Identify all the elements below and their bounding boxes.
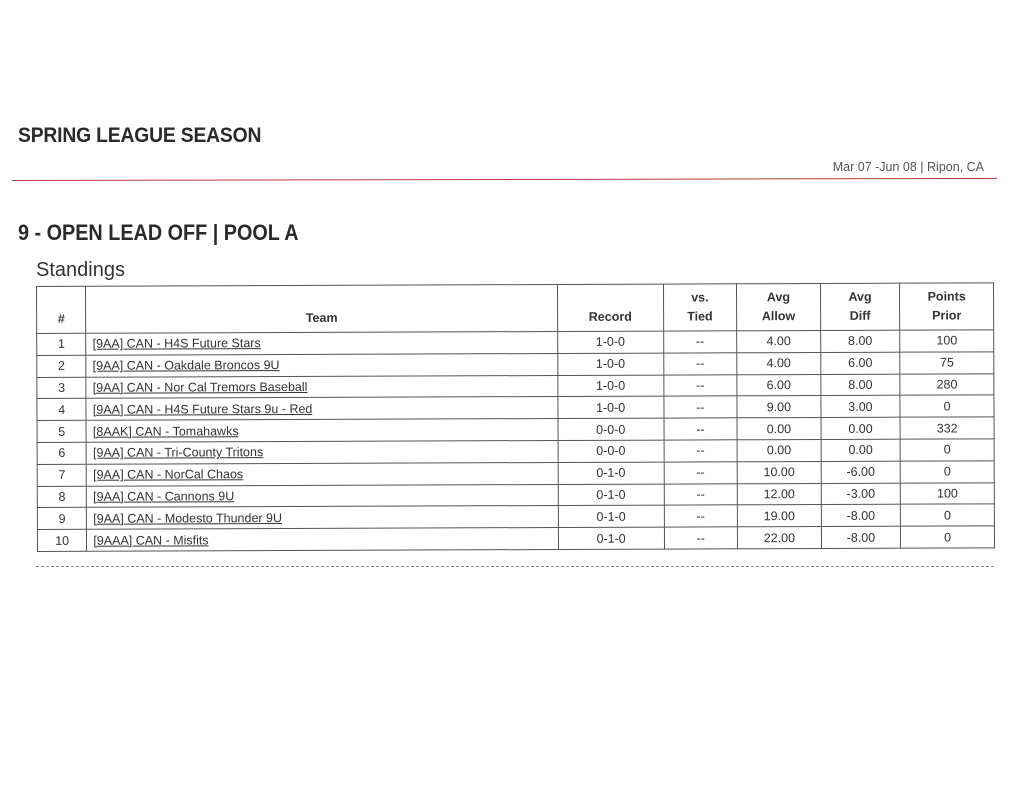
- row-rank: 8: [37, 486, 86, 508]
- header-divider: [12, 178, 997, 181]
- row-team: [86, 331, 558, 355]
- row-rank: 6: [37, 442, 86, 464]
- header-points-prior: [900, 283, 994, 330]
- row-rank: 3: [37, 377, 86, 399]
- team-link[interactable]: [9AA] CAN - NorCal Chaos: [93, 467, 244, 482]
- row-points-prior: 100: [900, 330, 994, 352]
- row-avg-allow: 9.00: [737, 396, 821, 418]
- row-record: 0-1-0: [558, 527, 664, 549]
- row-team: [87, 506, 559, 530]
- header-rank: #: [37, 286, 87, 333]
- row-record: 1-0-0: [557, 331, 663, 353]
- row-points-prior: 0: [900, 395, 994, 417]
- page-divider-dashed: [36, 566, 994, 567]
- league-title: SPRING LEAGUE SEASON: [18, 124, 262, 147]
- row-rank: 1: [37, 333, 86, 355]
- row-record: 0-1-0: [558, 462, 664, 484]
- row-points-prior: 0: [901, 504, 995, 526]
- row-avg-allow: 4.00: [737, 352, 821, 374]
- row-avg-allow: 0.00: [737, 439, 821, 461]
- header-team: Team: [86, 284, 558, 333]
- row-vs-tied: --: [663, 331, 737, 353]
- row-avg-diff: 0.00: [821, 417, 901, 439]
- row-vs-tied: --: [664, 462, 738, 484]
- team-link[interactable]: [9AA] CAN - H4S Future Stars: [92, 336, 261, 352]
- row-avg-allow: 19.00: [737, 505, 821, 527]
- row-avg-diff: -8.00: [821, 526, 901, 548]
- standings-heading: Standings: [36, 259, 125, 281]
- row-avg-allow: 22.00: [738, 527, 822, 549]
- row-rank: 9: [37, 508, 86, 530]
- row-avg-diff: 0.00: [821, 439, 901, 461]
- row-avg-allow: 0.00: [737, 418, 821, 440]
- row-record: 0-1-0: [558, 484, 664, 506]
- row-avg-allow: 12.00: [737, 483, 821, 505]
- row-points-prior: 332: [900, 417, 994, 439]
- row-team: [86, 397, 558, 421]
- row-record: 1-0-0: [558, 396, 664, 418]
- row-avg-diff: -6.00: [821, 461, 901, 483]
- team-link[interactable]: [9AA] CAN - Oakdale Broncos 9U: [92, 358, 280, 373]
- row-avg-diff: 3.00: [821, 396, 901, 418]
- header-vs-tied-line1: vs.: [691, 290, 709, 305]
- row-record: 1-0-0: [558, 375, 664, 397]
- table-row: [37, 526, 994, 551]
- row-vs-tied: --: [663, 396, 737, 418]
- row-record: 0-0-0: [558, 440, 664, 462]
- row-rank: 2: [37, 355, 86, 377]
- header-avg-diff: [820, 283, 900, 330]
- team-link[interactable]: [9AA] CAN - Tri-County Tritons: [92, 445, 264, 461]
- row-avg-diff: 6.00: [820, 352, 900, 374]
- row-points-prior: 0: [901, 526, 995, 548]
- header-points-prior-line2: Prior: [932, 308, 962, 323]
- header-avg-allow-line1: Avg: [766, 290, 791, 305]
- row-team: [87, 528, 559, 552]
- row-record: 1-0-0: [558, 353, 664, 375]
- row-rank: 10: [37, 529, 86, 551]
- header-avg-diff-line1: Avg: [848, 289, 872, 304]
- row-avg-allow: 6.00: [737, 374, 821, 396]
- row-points-prior: 100: [901, 482, 995, 504]
- row-team: [86, 375, 558, 399]
- row-vs-tied: --: [664, 440, 738, 462]
- row-team: [86, 353, 558, 377]
- row-vs-tied: --: [664, 418, 738, 440]
- row-avg-diff: 8.00: [820, 330, 900, 352]
- header-record: Record: [557, 284, 663, 331]
- row-record: 0-0-0: [558, 418, 664, 440]
- header-avg-diff-line2: Diff: [849, 308, 871, 323]
- row-points-prior: 75: [900, 352, 994, 374]
- row-vs-tied: --: [664, 527, 738, 549]
- row-team: [86, 419, 558, 443]
- row-rank: 4: [37, 399, 86, 421]
- header-vs-tied-line2: Tied: [687, 309, 713, 324]
- row-avg-diff: -8.00: [821, 505, 901, 527]
- row-points-prior: 280: [900, 373, 994, 395]
- pool-title: 9 - OPEN LEAD OFF | POOL A: [18, 220, 299, 245]
- row-rank: 7: [37, 464, 86, 486]
- header-vs-tied: [663, 284, 737, 331]
- header-points-prior-line1: Points: [927, 289, 966, 304]
- standings-table: [36, 282, 995, 552]
- row-avg-diff: 8.00: [821, 374, 901, 396]
- event-dates-location: Mar 07 -Jun 08 | Ripon, CA: [832, 160, 984, 174]
- team-link[interactable]: [9AAA] CAN - Misfits: [93, 532, 209, 548]
- row-vs-tied: --: [664, 483, 738, 505]
- row-avg-allow: 10.00: [737, 461, 821, 483]
- row-rank: 5: [37, 420, 86, 442]
- team-link[interactable]: [9AA] CAN - Nor Cal Tremors Baseball: [92, 379, 308, 395]
- row-team: [87, 484, 559, 508]
- standings-header-row: [37, 283, 994, 334]
- row-vs-tied: --: [663, 374, 737, 396]
- row-vs-tied: --: [664, 505, 738, 527]
- row-team: [86, 440, 558, 464]
- team-link[interactable]: [9AA] CAN - H4S Future Stars 9u - Red: [92, 401, 313, 417]
- row-vs-tied: --: [663, 353, 737, 375]
- row-avg-allow: 4.00: [737, 330, 821, 352]
- row-points-prior: 0: [900, 461, 994, 483]
- team-link[interactable]: [8AAK] CAN - Tomahawks: [92, 423, 239, 439]
- team-link[interactable]: [9AA] CAN - Modesto Thunder 9U: [93, 510, 283, 526]
- row-avg-diff: -3.00: [821, 483, 901, 505]
- header-avg-allow: [737, 283, 821, 330]
- row-team: [87, 462, 559, 486]
- row-points-prior: 0: [900, 439, 994, 461]
- team-link[interactable]: [9AA] CAN - Cannons 9U: [93, 489, 235, 504]
- header-avg-allow-line2: Allow: [761, 309, 796, 324]
- row-record: 0-1-0: [558, 505, 664, 527]
